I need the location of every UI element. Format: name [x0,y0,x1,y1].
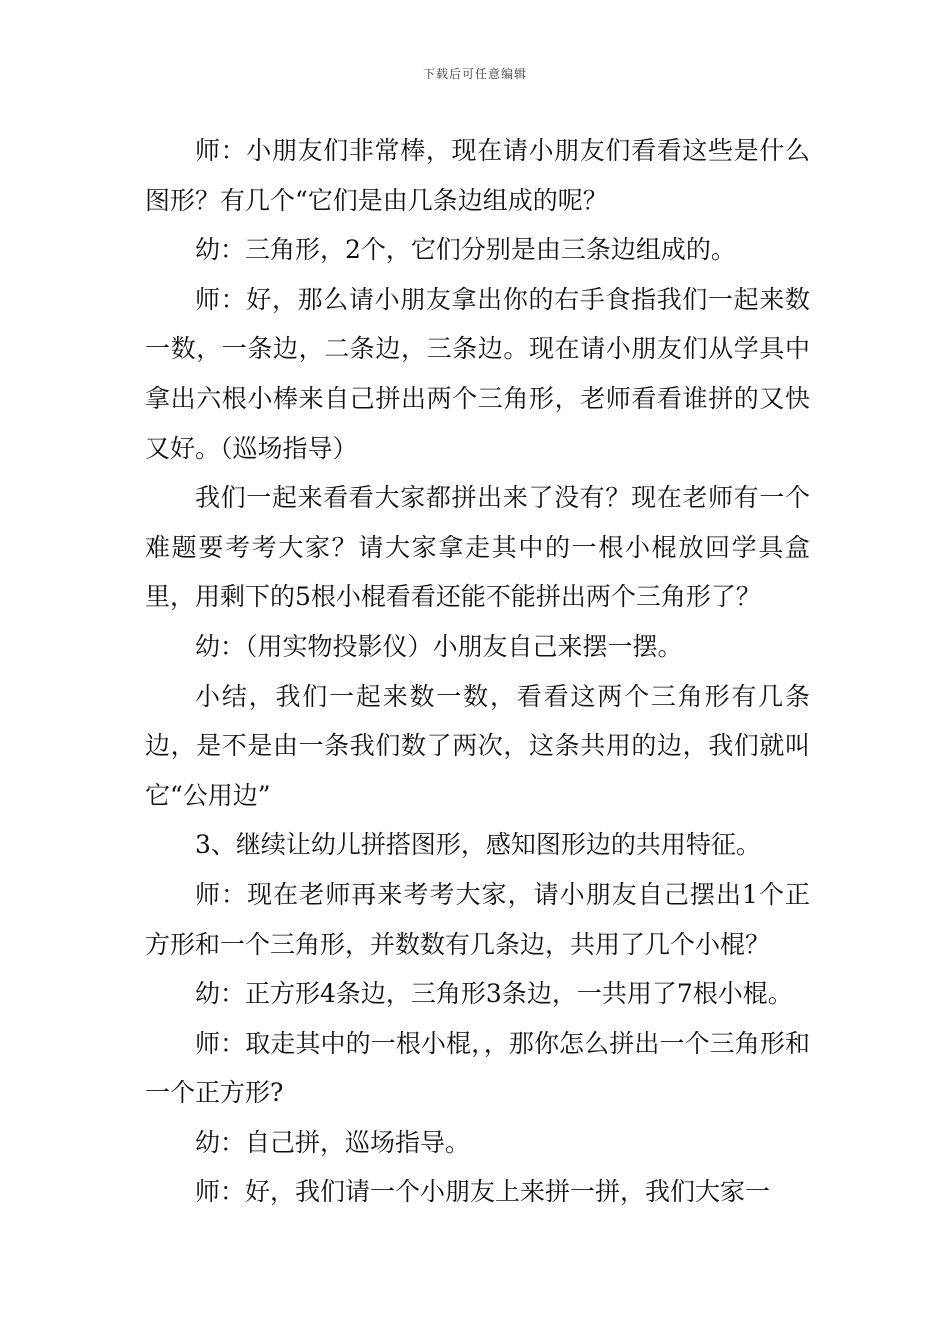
paragraph: 幼：（用实物投影仪）小朋友自己来摆一摆。 [195,631,683,661]
paragraph: 师：好，那么请小朋友拿出你的右手食指我们一起来数一数，一条边，二条边，三条边。现在请小朋友们从学具中拿出六根小棒来自己拼出两个三角形，老师看看谁拼的又快又好。（巡场指导） [145,284,810,463]
paragraph: 幼：三角形，2个，它们分别是由三条边组成的。 [195,235,736,265]
paragraph: 师：好，我们请一个小朋友上来拼一拼，我们大家一 [195,1177,771,1207]
paragraph: 幼：正方形4条边，三角形3条边，一共用了7根小棍。 [195,979,793,1009]
header-note: 下载后可任意编辑 [422,67,527,81]
paragraph: 师：现在老师再来考考大家，请小朋友自己摆出1个正方形和一个三角形，并数数有几条边，共用了几个小棍？ [145,879,810,959]
document-body [145,126,810,1217]
paragraph: 我们一起来看看大家都拼出来了没有？现在老师有一个难题要考考大家？请大家拿走其中的一根小棍放回学具盒里，用剩下的5根小棍看看还能不能拼出两个三角形了？ [145,483,810,612]
paragraph: 师：取走其中的一根小棍，，那你怎么拼出一个三角形和一个正方形? [145,1028,810,1108]
paragraph: 师：小朋友们非常棒，现在请小朋友们看看这些是什么图形？有几个“它们是由几条边组成的呢？ [145,136,810,215]
paragraph: 小结，我们一起来数一数，看看这两个三角形有几条边，是不是由一条我们数了两次，这条共用的边，我们就叫它“公用边” [145,681,810,810]
paragraph: 幼：自己拼，巡场指导。 [195,1127,471,1157]
paragraph: 3、继续让幼儿拼搭图形，感知图形边的共用特征。 [195,830,761,860]
